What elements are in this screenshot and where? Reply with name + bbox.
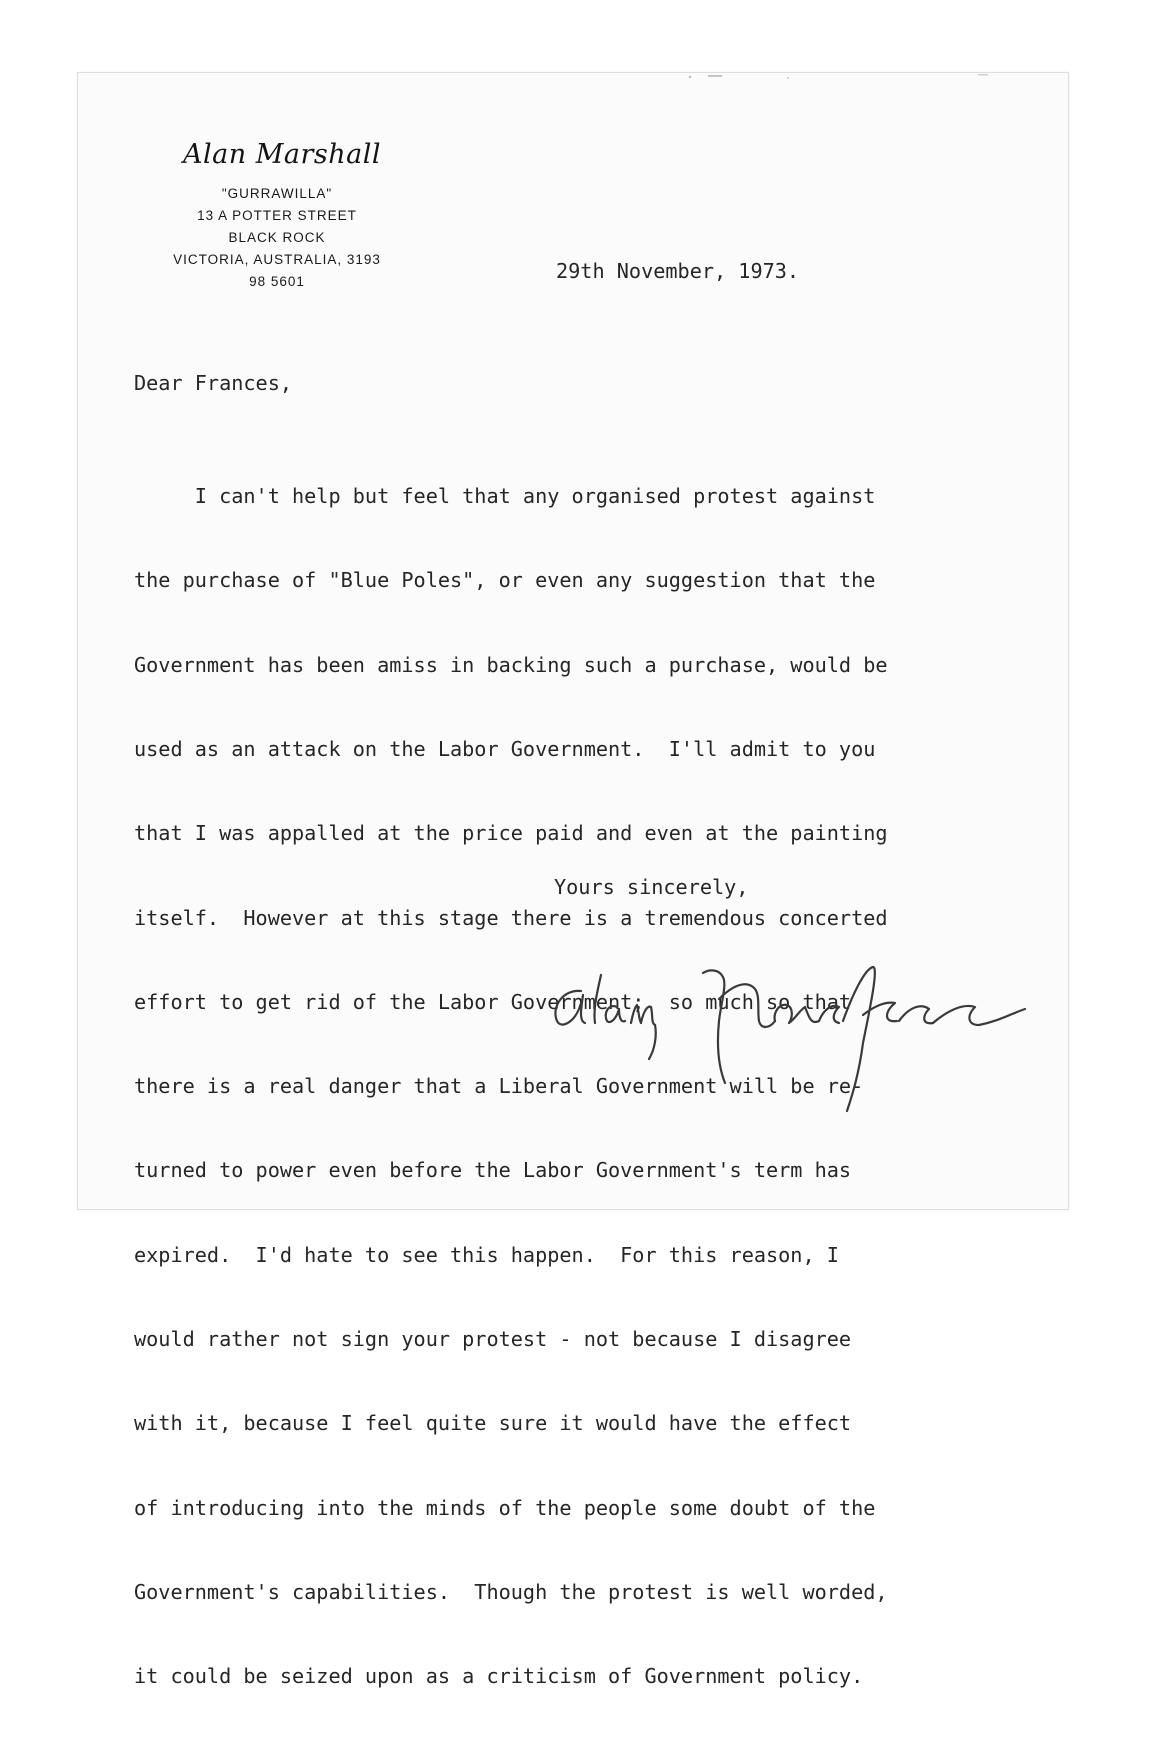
letterhead-phone: 98 5601 <box>249 274 305 289</box>
paper-specks <box>668 67 1088 87</box>
body-line: Government's capabilities. Though the protest is well worded, <box>134 1579 888 1604</box>
body-line: the purchase of "Blue Poles", or even any suggestion that the <box>134 568 876 593</box>
body-line: expired. I'd hate to see this happen. For this reason, I <box>134 1242 839 1267</box>
letter-salutation: Dear Frances, <box>134 371 293 395</box>
letterhead-street: 13 A POTTER STREET <box>197 208 357 223</box>
letterhead-house-name: "GURRAWILLA" <box>221 186 333 201</box>
body-line: of introducing into the minds of the people some doubt of the <box>134 1495 876 1520</box>
letterhead-name: Alan Marshall <box>183 139 381 170</box>
letterhead-state: VICTORIA, AUSTRALIA, 3193 <box>173 252 381 267</box>
body-line: it could be seized upon as a criticism of Government policy. <box>134 1664 864 1689</box>
body-line: used as an attack on the Labor Government. I'll admit to you <box>134 737 876 762</box>
letterhead-suburb: BLACK ROCK <box>228 230 326 245</box>
body-line: that I was appalled at the price paid and even at the painting <box>134 821 888 846</box>
body-line: Government has been amiss in backing such a purchase, would be <box>134 652 888 677</box>
body-line: I can't help but feel that any organised protest against <box>134 484 876 509</box>
letter-sheet <box>77 72 1069 1689</box>
body-line: would rather not sign your protest - not because I disagree <box>134 1327 852 1351</box>
letter-date: 29th November, 1973. <box>556 259 800 283</box>
body-line: turned to power even before the Labor Government's term has <box>134 1158 852 1183</box>
body-line: with it, because I feel quite sure it would have the effect <box>134 1411 852 1436</box>
body-line: effort to get rid of the Labor Government; so much so that <box>134 989 852 1014</box>
body-line: itself. However at this stage there is a tremendous concerted <box>134 905 888 930</box>
handwritten-signature <box>543 963 1063 1163</box>
body-line: there is a real danger that a Liberal Government will be re- <box>134 1074 864 1099</box>
letter-closing: Yours sincerely, <box>554 875 749 899</box>
